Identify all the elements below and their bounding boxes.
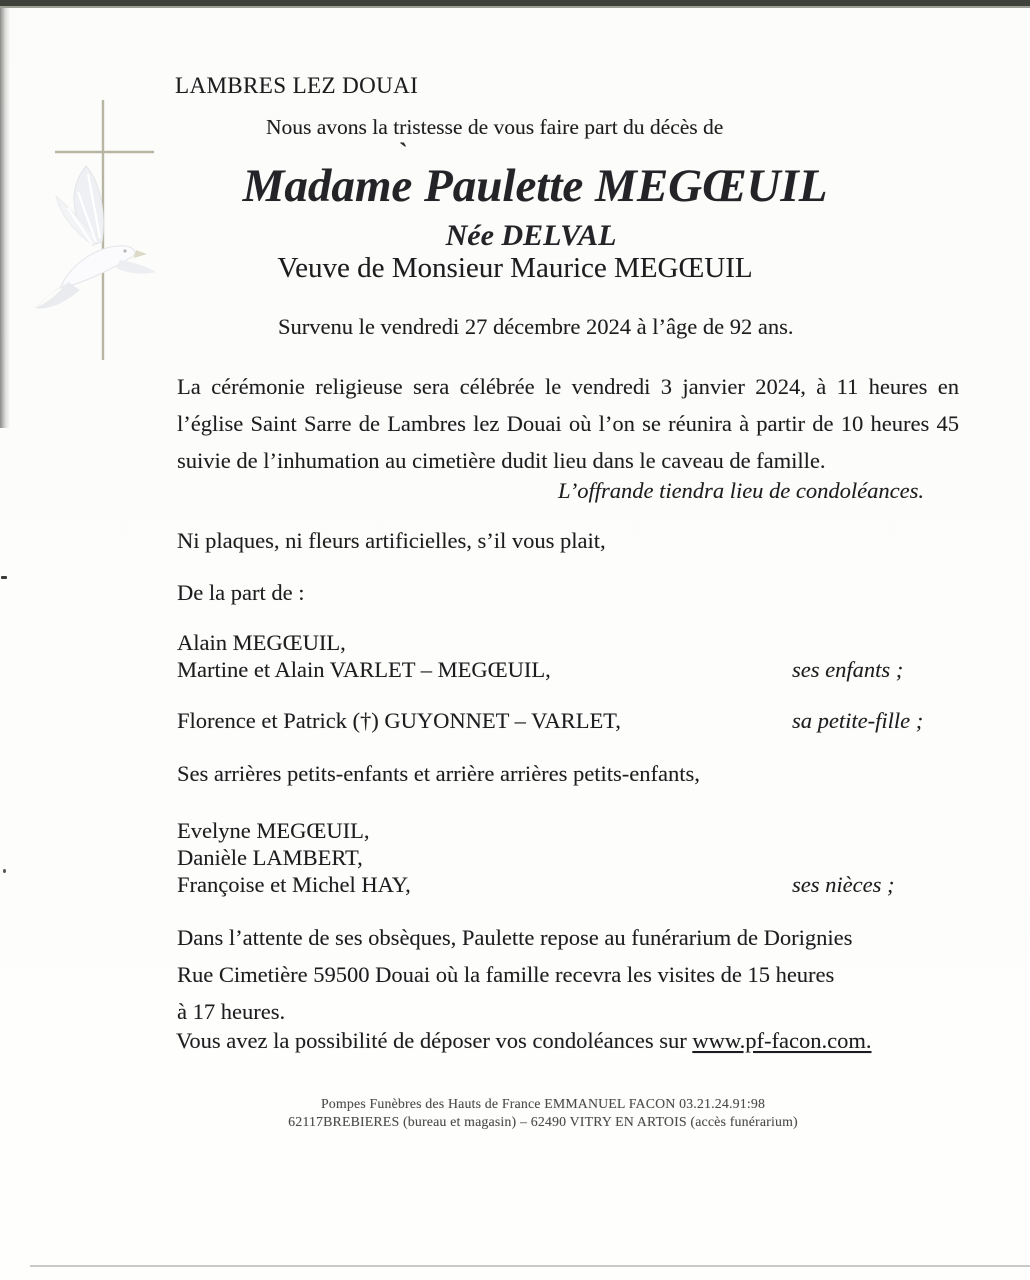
niece-line-2: Danièle LAMBERT, [177,845,363,870]
condolences-line [176,1028,871,1054]
great-grandchildren-line: Ses arrières petits-enfants et arrière arrières petits-enfants, [177,761,700,786]
nieces-lines [177,817,411,898]
deceased-name-title: Madame Paulette MEGŒUIL [242,160,828,212]
funeral-home-footer [56,1095,1030,1130]
nieces-relation-label: ses nièces ; [792,872,895,897]
funeral-line-3: à 17 heures. [177,999,286,1024]
granddaughter-relation-label: sa petite-fille ; [792,708,924,733]
children-relation-label: ses enfants ; [792,657,904,682]
ceremony-paragraph [177,368,959,479]
scan-bottom-edge [30,1265,1030,1267]
footer-line-2: 62117BREBIERES (bureau et magasin) – 62490 VITRY EN ARTOIS (accès funérarium) [288,1113,798,1129]
from-line: De la part de : [177,580,305,605]
offering-line: L’offrande tiendra lieu de condoléances. [558,478,924,503]
condolences-link[interactable]: www.pf-facon.com. [692,1028,872,1053]
niece-line-1: Evelyne MEGŒUIL, [177,818,370,843]
granddaughter-line: Florence et Patrick (†) GUYONNET – VARLET, [177,708,621,733]
children-lines [177,629,551,683]
scan-speck [1,576,7,579]
niece-line-3: Françoise et Michel HAY, [177,872,411,897]
death-date-line: Survenu le vendredi 27 décembre 2024 à l’âge de 92 ans. [278,314,794,339]
child-line-1: Alain MEGŒUIL, [177,630,346,655]
no-flowers-line: Ni plaques, ni fleurs artificielles, s’il vous plait, [177,528,606,553]
scan-speck [3,869,6,873]
footer-line-1: Pompes Funèbres des Hauts de France EMMANUEL FACON 03.21.24.91:98 [320,1096,766,1111]
funeral-home-paragraph [177,919,959,1030]
intro-line: Nous avons la tristesse de vous faire part du décès de [266,115,724,139]
ceremony-line-2: l’église Saint Sarre de Lambres lez Douai où l’on se réunira à partir de 10 heures 45 [177,411,959,436]
ceremony-line-3: suivie de l’inhumation au cimetière dudit lieu dans le caveau de famille. [177,448,826,473]
widow-line: Veuve de Monsieur Maurice MEGŒUIL [277,252,753,284]
maiden-name-line: Née DELVAL [445,219,617,252]
scan-stray-mark: ` [399,138,408,167]
ceremony-line-1: La cérémonie religieuse sera célébrée le vendredi 3 janvier 2024, à 11 heures en [177,374,959,399]
scan-top-edge-highlight [0,6,1030,8]
funeral-line-1: Dans l’attente de ses obsèques, Paulette repose au funérarium de Dorignies [177,925,853,950]
funeral-line-2: Rue Cimetière 59500 Douai où la famille recevra les visites de 15 heures [177,962,835,987]
child-line-2: Martine et Alain VARLET – MEGŒUIL, [177,657,551,682]
condolences-text: Vous avez la possibilité de déposer vos condoléances sur [176,1028,693,1053]
city-line: LAMBRES LEZ DOUAI [175,73,419,98]
